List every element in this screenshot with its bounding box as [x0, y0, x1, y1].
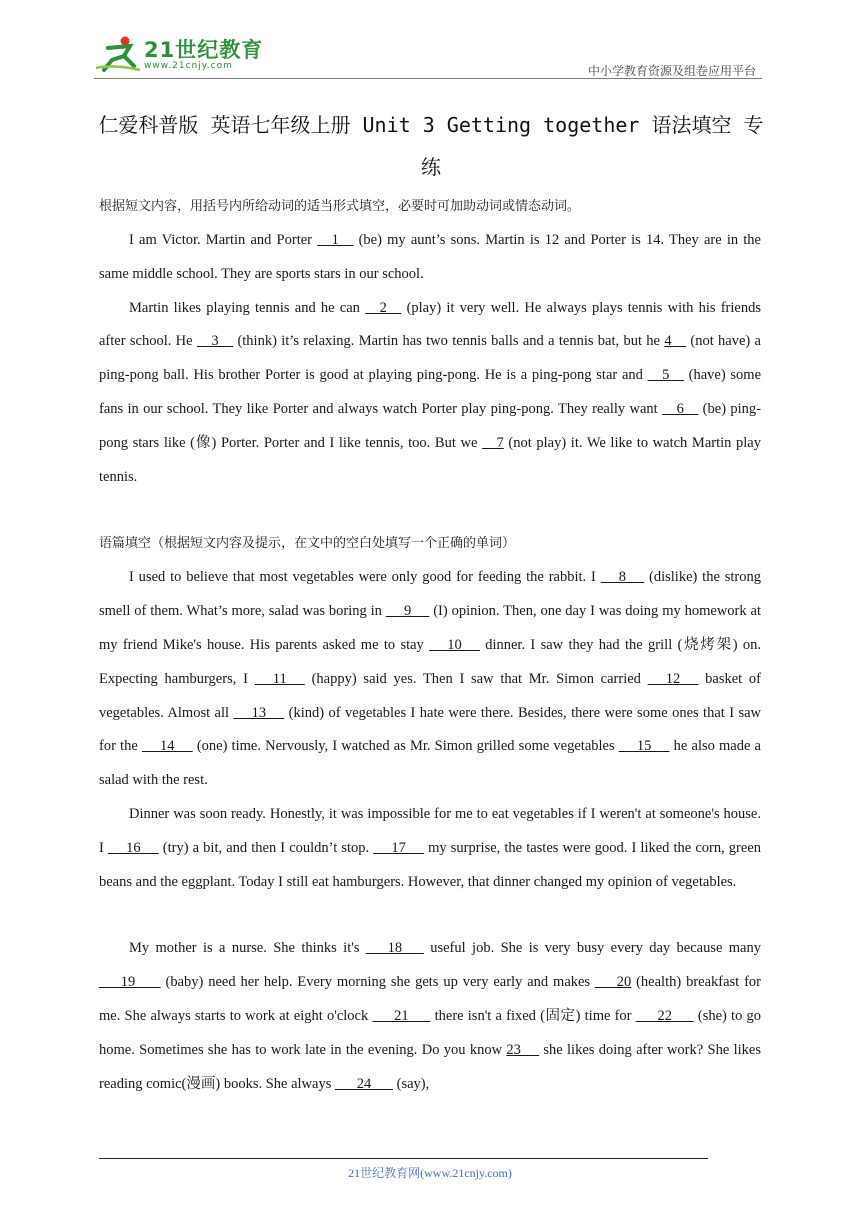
- blank-20[interactable]: 20: [594, 974, 632, 991]
- runner-logo-icon: [94, 34, 142, 74]
- document-title: 仁爱科普版 英语七年级上册 Unit 3 Getting together 语法填空 专练: [98, 113, 764, 179]
- text-run: I am Victor. Martin and Porter: [129, 232, 318, 248]
- text-run: (not have) a ping-pong ball. His brother Porter is good at playing ping-pong. He is a ping-pong star and: [99, 333, 761, 384]
- section1-instruction: 根据短文内容，用括号内所给动词的适当形式填空，必要时可加助动词或情态动词。: [99, 199, 581, 214]
- text-run: I used to believe that most vegetables were only good for feeding the rabbit. I: [129, 569, 601, 586]
- section2-paragraph-2: [99, 798, 761, 899]
- section2-paragraph-1: [99, 561, 761, 798]
- blank-18[interactable]: 18: [365, 940, 424, 957]
- text-run: Dinner was soon ready. Honestly, it was impossible for me to eat vegetables if I weren't at someone's house. I: [99, 805, 761, 856]
- text-run: (play) it very well. He always plays tennis with his friends after school. He: [99, 299, 761, 350]
- text-run: he also made a salad with the rest.: [99, 738, 761, 789]
- footer-link[interactable]: 21世纪教育网(www.21cnjy.com): [348, 1166, 512, 1180]
- blank-15[interactable]: 15: [618, 738, 670, 755]
- section1-paragraph-1: [99, 224, 761, 292]
- text-run: useful job. She is very busy every day because many: [423, 940, 761, 957]
- text-run: (have) some fans in our school. They like Porter and always watch Porter play ping-pong. They really want: [99, 367, 762, 417]
- blank-16[interactable]: 16: [107, 839, 159, 856]
- text-run: (try) a bit, and then I couldn’t stop.: [158, 839, 374, 856]
- blank-14[interactable]: 14: [141, 738, 193, 755]
- text-run: (say),: [392, 1075, 430, 1092]
- text-run: (she) to go home. Sometimes she has to work late in the evening. Do you know: [99, 1007, 762, 1058]
- blank-5[interactable]: 5: [647, 367, 684, 384]
- text-run: (be) my aunt’s sons. Martin is 12 and Porter is 14. They are in the same middle school. They are sports stars in our school.: [99, 232, 761, 282]
- blank-19[interactable]: 19: [99, 974, 161, 991]
- document-body: [99, 190, 761, 1101]
- section3-paragraph-1: [99, 932, 761, 1101]
- blank-22[interactable]: 22: [635, 1007, 694, 1024]
- text-run: (baby) need her help. Every morning she gets up very early and makes: [160, 974, 595, 991]
- text-run: she likes doing after work? She likes reading comic(漫画) books. She always: [99, 1041, 761, 1092]
- logo-text: 21世纪教育: [144, 38, 264, 62]
- footer-divider: [99, 1158, 708, 1159]
- page-header: [94, 30, 762, 82]
- text-run: (be) ping-pong stars like (像) Porter. Porter and I like tennis, too. But we: [99, 400, 762, 451]
- blank-21[interactable]: 21: [372, 1007, 431, 1024]
- text-run: (one) time. Nervously, I watched as Mr. Simon grilled some vegetables: [192, 738, 619, 755]
- logo-url: www.21cnjy.com: [144, 61, 233, 71]
- section1-paragraph-2: [99, 292, 761, 495]
- header-divider: [94, 78, 762, 79]
- section-spacer: [99, 494, 761, 527]
- text-run: Martin likes playing tennis and he can: [129, 299, 366, 316]
- text-run: (happy) said yes. Then I saw that Mr. Simon carried: [304, 670, 648, 687]
- blank-10[interactable]: 10: [429, 636, 480, 653]
- text-run: (I) opinion. Then, one day I was doing my homework at my friend Mike's house. His parents asked me to stay: [99, 603, 761, 653]
- blank-17[interactable]: 17: [373, 839, 425, 856]
- blank-7[interactable]: 7: [482, 434, 504, 451]
- text-run: (think) it’s relaxing. Martin has two tennis balls and a tennis bat, but he: [233, 333, 665, 350]
- text-run: basket of vegetables. Almost all: [99, 670, 761, 721]
- text-run: (dislike) the strong smell of them. What’s more, salad was boring in: [99, 569, 761, 620]
- blank-9[interactable]: 9: [385, 603, 430, 620]
- section-spacer: [99, 899, 761, 932]
- blank-13[interactable]: 13: [233, 704, 285, 721]
- blank-8[interactable]: 8: [600, 569, 645, 586]
- text-run: (not play) it. We like to watch Martin play tennis.: [99, 434, 761, 485]
- blank-24[interactable]: 24: [334, 1075, 393, 1092]
- text-run: dinner. I saw they had the grill (烧烤架) on. Expecting hamburgers, I: [99, 636, 761, 687]
- platform-name: 中小学教育资源及组卷应用平台: [587, 64, 756, 78]
- text-run: my surprise, the tastes were good. I liked the corn, green beans and the eggplant. Today I still eat hamburgers. However, that dinner changed my opinion of vegetables.: [99, 839, 761, 890]
- blank-4[interactable]: 4: [664, 333, 687, 350]
- blank-12[interactable]: 12: [647, 670, 699, 687]
- blank-6[interactable]: 6: [662, 400, 699, 417]
- blank-2[interactable]: 2: [365, 299, 402, 316]
- section2-instruction: 语篇填空（根据短文内容及提示，在文中的空白处填写一个正确的单词）: [99, 536, 516, 552]
- blank-1[interactable]: 1: [317, 232, 354, 248]
- blank-3[interactable]: 3: [196, 333, 234, 350]
- text-run: My mother is a nurse. She thinks it's: [129, 940, 366, 957]
- text-run: (kind) of vegetables I hate were there. Besides, there were some ones that I saw for the: [99, 704, 762, 755]
- text-run: there isn't a fixed (固定) time for: [430, 1007, 636, 1024]
- blank-23[interactable]: 23: [506, 1041, 540, 1058]
- site-logo[interactable]: [94, 30, 264, 78]
- text-run: (health) breakfast for me. She always starts to work at eight o'clock: [99, 974, 761, 1024]
- blank-11[interactable]: 11: [254, 670, 305, 687]
